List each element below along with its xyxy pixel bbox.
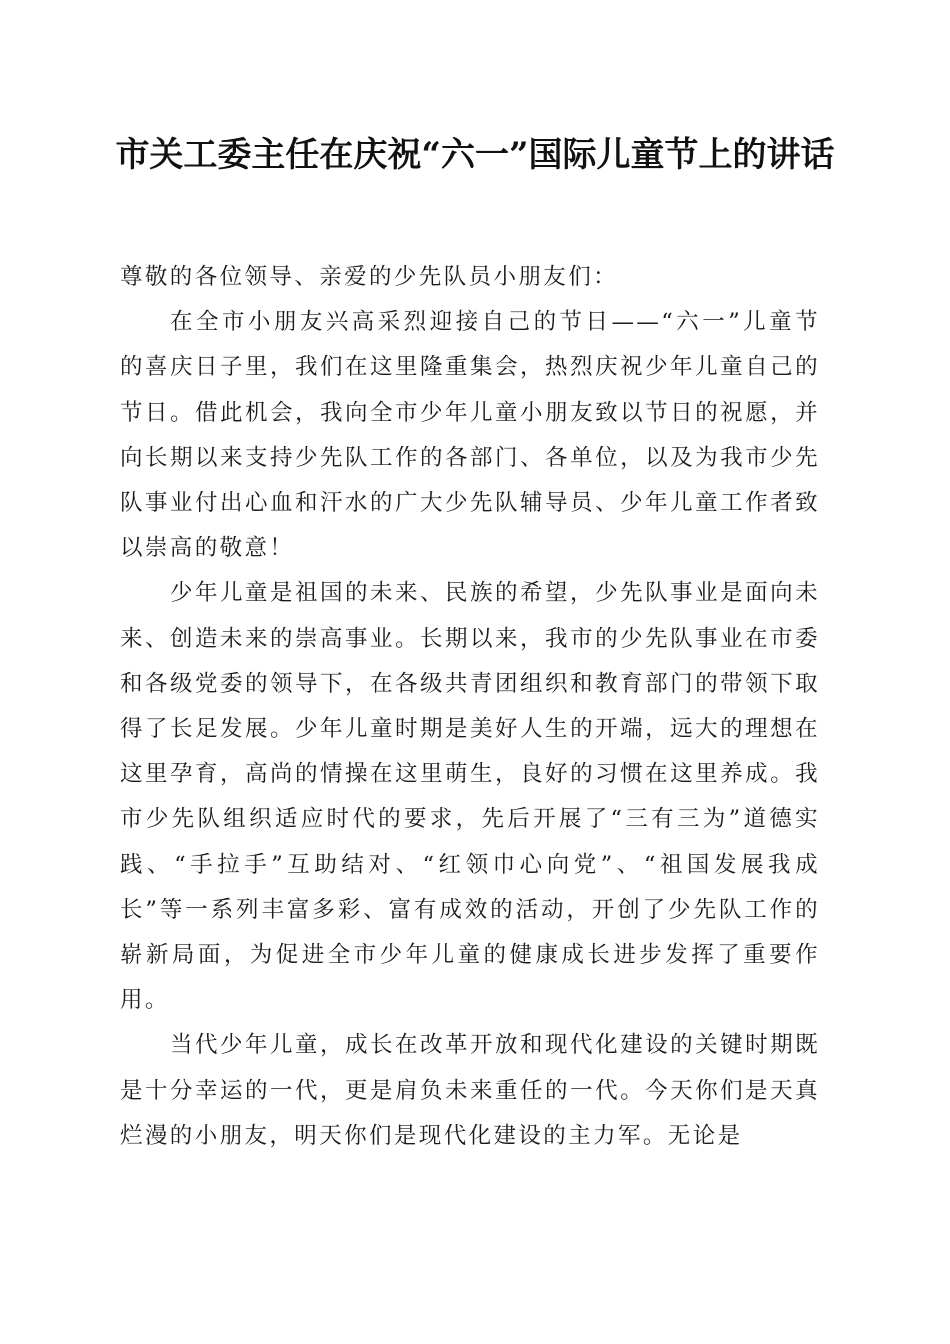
paragraph-3: 当代少年儿童，成长在改革开放和现代化建设的关键时期既是十分幸运的一代，更是肩负未来重任的一代。今天你们是天真烂漫的小朋友，明天你们是现代化建设的主力军。无论是 xyxy=(120,1032,820,1149)
document-title: 市关工委主任在庆祝“六一”国际儿童节上的讲话 xyxy=(115,135,835,175)
document-body xyxy=(120,255,820,1159)
paragraph-1: 在全市小朋友兴高采烈迎接自己的节日——“六一”儿童节的喜庆日子里，我们在这里隆重集会，热烈庆祝少年儿童自己的节日。借此机会，我向全市少年儿童小朋友致以节日的祝愿，并向长期以来支持少先队工作的各部门、各单位，以及为我市少先队事业付出心血和汗水的广大少先队辅导员、少年儿童工作者致以崇高的敬意！ xyxy=(120,309,820,562)
salutation: 尊敬的各位领导、亲爱的少先队员小朋友们： xyxy=(120,264,619,290)
paragraph-2: 少年儿童是祖国的未来、民族的希望，少先队事业是面向未来、创造未来的崇高事业。长期以来，我市的少先队事业在市委和各级党委的领导下，在各级共青团组织和教育部门的带领下取得了长足发展。少年儿童时期是美好人生的开端，远大的理想在这里孕育，高尚的情操在这里萌生，良好的习惯在这里养成。我市少先队组织适应时代的要求，先后开展了“三有三为”道德实践、“手拉手”互助结对、“红领巾心向党”、“祖国发展我成长”等一系列丰富多彩、富有成效的活动，开创了少先队工作的崭新局面，为促进全市少年儿童的健康成长进步发挥了重要作用。 xyxy=(120,580,820,1014)
